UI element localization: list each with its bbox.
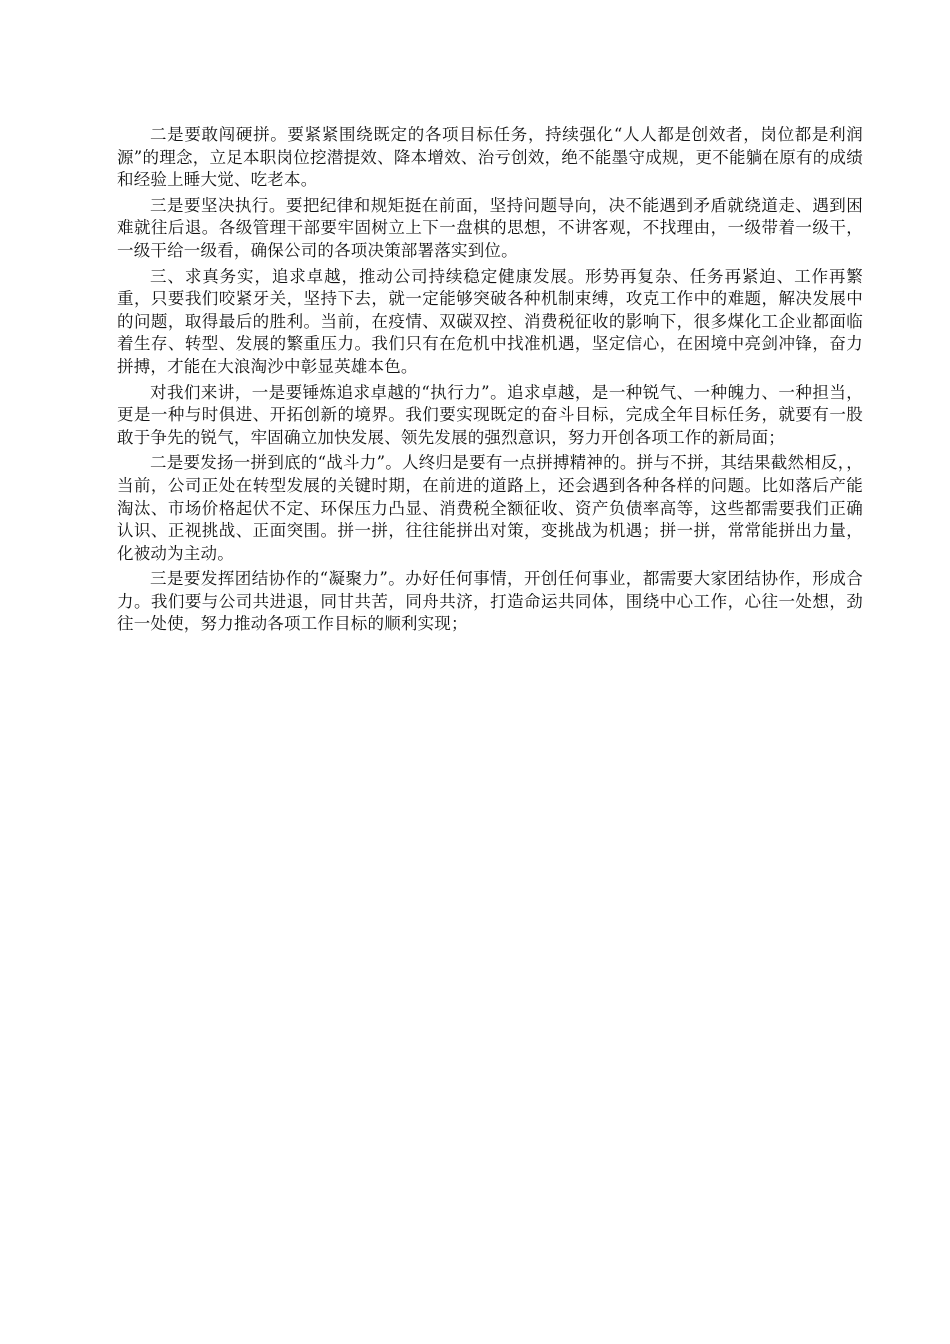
paragraph-1: 二是要敢闯硬拼。要紧紧围绕既定的各项目标任务，持续强化“人人都是创效者，岗位都是利润源”的理念，立足本职岗位挖潜提效、降本增效、治亏创效，绝不能墨守成规，更不能躺在原有的成绩和经验上睡大觉、吃老本。: [117, 125, 863, 190]
paragraph-4: 对我们来讲，一是要锤炼追求卓越的“执行力”。追求卓越，是一种锐气、一种魄力、一种担当，更是一种与时俱进、开拓创新的境界。我们要实现既定的奋斗目标，完成全年目标任务，就要有一股敢于争先的锐气，牢固确立加快发展、领先发展的强烈意识，努力开创各项工作的新局面；: [117, 382, 863, 447]
paragraph-5: 二是要发扬一拼到底的“战斗力”。人终归是要有一点拼搏精神的。拼与不拼，其结果截然相反，，当前，公司正处在转型发展的关键时期，在前进的道路上，还会遇到各种各样的问题。比如落后产能淘汰、市场价格起伏不定、环保压力凸显、消费税全额征收、资产负债率高等，这些都需要我们正确认识、正视挑战、正面突围。拼一拼，往往能拼出对策，变挑战为机遇；拼一拼，常常能拼出力量，化被动为主动。: [117, 453, 863, 563]
paragraph-3: 三、求真务实，追求卓越，推动公司持续稳定健康发展。形势再复杂、任务再紧迫、工作再繁重，只要我们咬紧牙关，坚持下去，就一定能够突破各种机制束缚，攻克工作中的难题，解决发展中的问题，取得最后的胜利。当前，在疫情、双碳双控、消费税征收的影响下，很多煤化工企业都面临着生存、转型、发展的繁重压力。我们只有在危机中找准机遇，坚定信心，在困境中亮剑冲锋，奋力拼搏，才能在大浪淘沙中彰显英雄本色。: [117, 266, 863, 376]
paragraph-6: 三是要发挥团结协作的“凝聚力”。办好任何事情，开创任何事业，都需要大家团结协作，形成合力。我们要与公司共进退，同甘共苦，同舟共济，打造命运共同体，围绕中心工作，心往一处想，劲往一处使，努力推动各项工作目标的顺利实现；: [117, 569, 863, 634]
document-body: [117, 124, 863, 639]
paragraph-2: 三是要坚决执行。要把纪律和规矩挺在前面，坚持问题导向，决不能遇到矛盾就绕道走、遇到困难就往后退。各级管理干部要牢固树立上下一盘棋的思想，不讲客观，不找理由，一级带着一级干，一级干给一级看，确保公司的各项决策部署落实到位。: [117, 195, 863, 260]
